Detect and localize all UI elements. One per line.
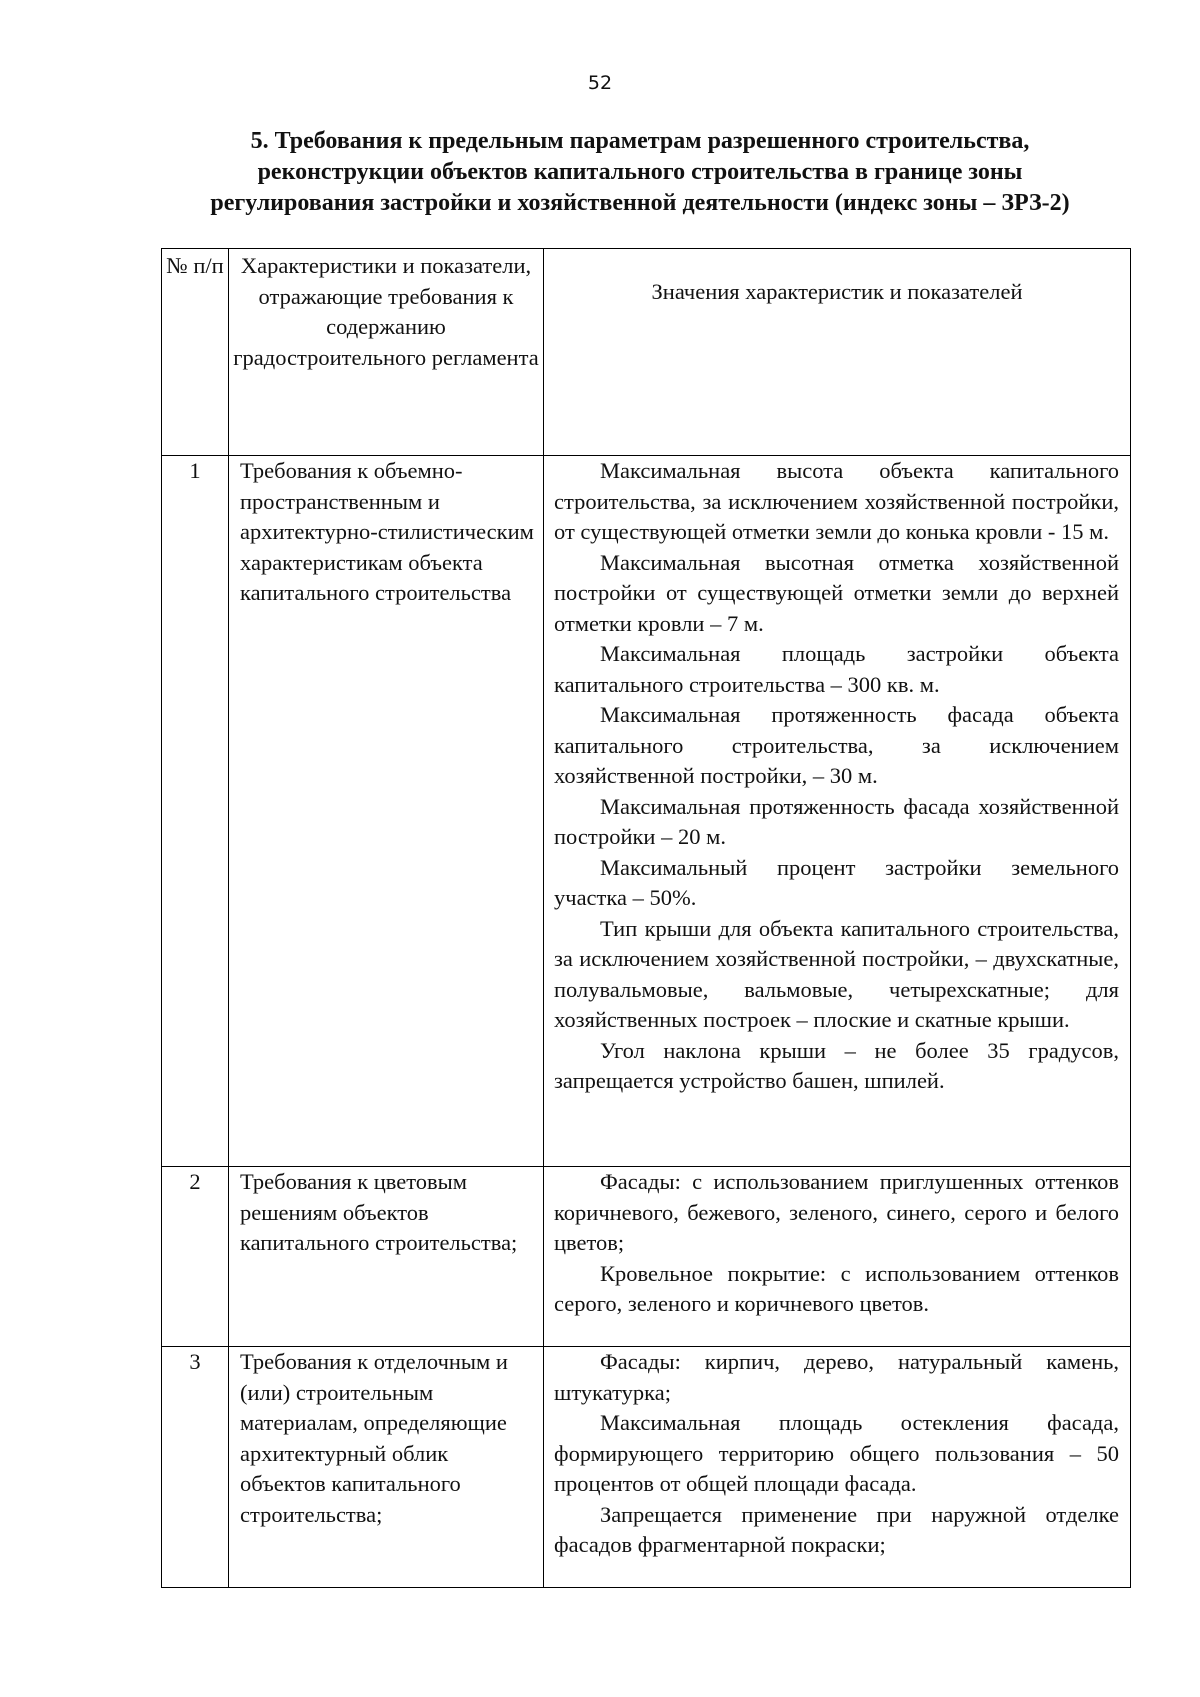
section-title-line: реконструкции объектов капитального строительства в границе зоны [257, 159, 1023, 185]
row-number: 3 [162, 1347, 229, 1588]
value-paragraph: Тип крыши для объекта капитального строительства, за исключением хозяйственной постройки, – двухскатные, полувальмовые, вальмовые, четырехскатные; для хозяйственных построек – плоские и скатные крыши. [554, 915, 1119, 1032]
section-title [150, 126, 1130, 219]
row-number: 1 [162, 456, 229, 1167]
table-row [162, 1167, 1131, 1347]
row-characteristic: Требования к отделочным и (или) строительным материалам, определяющие архитектурный облик объектов капитального строительства; [229, 1347, 544, 1588]
value-paragraph: Максимальная протяженность фасада объекта капитального строительства, за исключением хозяйственной постройки, – 30 м. [554, 702, 1119, 788]
table-row [162, 1347, 1131, 1588]
row-values [544, 456, 1131, 1167]
section-title-line: 5. Требования к предельным параметрам разрешенного строительства, [250, 128, 1030, 154]
page-number: 52 [587, 72, 613, 94]
value-paragraph: Максимальная площадь застройки объекта капитального строительства – 300 кв. м. [554, 641, 1119, 697]
row-values [544, 1167, 1131, 1347]
section-title-line: регулирования застройки и хозяйственной деятельности (индекс зоны – ЗРЗ-2) [210, 190, 1070, 216]
table-row [162, 456, 1131, 1167]
row-values [544, 1347, 1131, 1588]
value-paragraph: Запрещается применение при наружной отделке фасадов фрагментарной покраски; [554, 1501, 1119, 1557]
header-values: Значения характеристик и показателей [544, 249, 1131, 456]
value-paragraph: Угол наклона крыши – не более 35 градусов, запрещается устройство башен, шпилей. [554, 1037, 1119, 1093]
row-characteristic: Требования к объемно-пространственным и архитектурно-стилистическим характеристикам объекта капитального строительства [229, 456, 544, 1167]
value-paragraph: Максимальная протяженность фасада хозяйственной постройки – 20 м. [554, 793, 1119, 849]
value-paragraph: Фасады: кирпич, дерево, натуральный камень, штукатурка; [554, 1349, 1119, 1405]
value-paragraph: Кровельное покрытие: с использованием оттенков серого, зеленого и коричневого цветов. [554, 1260, 1119, 1316]
requirements-table [161, 248, 1131, 1588]
header-number: № п/п [162, 249, 229, 456]
row-characteristic: Требования к цветовым решениям объектов капитального строительства; [229, 1167, 544, 1347]
table-header-row [162, 249, 1131, 456]
value-paragraph: Максимальная высотная отметка хозяйственной постройки от существующей отметки земли до верхней отметки кровли – 7 м. [554, 549, 1119, 636]
value-paragraph: Максимальная площадь остекления фасада, формирующего территорию общего пользования – 50 процентов от общей площади фасада. [554, 1410, 1119, 1496]
value-paragraph: Максимальный процент застройки земельного участка – 50%. [554, 854, 1119, 910]
value-paragraph: Фасады: с использованием приглушенных оттенков коричневого, бежевого, зеленого, синего, серого и белого цветов; [554, 1169, 1119, 1255]
row-number: 2 [162, 1167, 229, 1347]
value-paragraph: Максимальная высота объекта капитального строительства, за исключением хозяйственной постройки, от существующей отметки земли до конька кровли - 15 м. [554, 458, 1119, 544]
header-characteristics: Характеристики и показатели, отражающие требования к содержанию градостроительного регламента [229, 249, 544, 456]
